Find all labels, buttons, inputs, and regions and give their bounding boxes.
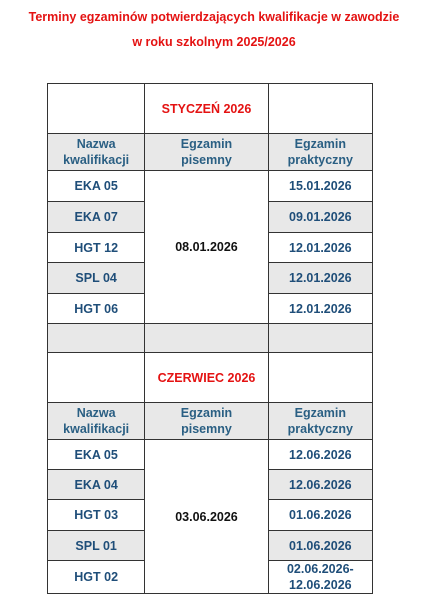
empty-cell bbox=[268, 324, 372, 353]
qualification-cell: SPL 04 bbox=[48, 263, 145, 294]
header-row bbox=[48, 134, 373, 171]
page-subtitle: w roku szkolnym 2025/2026 bbox=[132, 35, 296, 49]
qualification-cell: EKA 05 bbox=[48, 440, 145, 470]
practical-date-cell: 01.06.2026 bbox=[268, 500, 372, 531]
page-title: Terminy egzaminów potwierdzających kwalifikacje w zawodzie bbox=[28, 10, 400, 24]
col-header-written: Egzamin pisemny bbox=[145, 403, 268, 440]
month-label: STYCZEŃ 2026 bbox=[145, 84, 268, 134]
qualification-cell: HGT 06 bbox=[48, 294, 145, 324]
qualification-cell: HGT 03 bbox=[48, 500, 145, 531]
qualification-cell: HGT 12 bbox=[48, 233, 145, 263]
qualification-cell: SPL 01 bbox=[48, 531, 145, 561]
qualification-cell: EKA 04 bbox=[48, 470, 145, 500]
practical-date-cell: 12.06.2026 bbox=[268, 440, 372, 470]
empty-cell bbox=[48, 353, 145, 403]
practical-date-cell: 12.06.2026 bbox=[268, 470, 372, 500]
col-header-qualification: Nazwa kwalifikacji bbox=[48, 134, 145, 171]
col-header-practical: Egzamin praktyczny bbox=[268, 403, 372, 440]
spacer-row bbox=[48, 324, 373, 353]
col-header-qualification: Nazwa kwalifikacji bbox=[48, 403, 145, 440]
written-date-cell: 08.01.2026 bbox=[145, 171, 268, 324]
empty-cell bbox=[268, 84, 372, 134]
practical-date-cell: 01.06.2026 bbox=[268, 531, 372, 561]
qualification-cell: HGT 02 bbox=[48, 561, 145, 594]
practical-date-cell: 12.01.2026 bbox=[268, 294, 372, 324]
practical-date-cell: 12.01.2026 bbox=[268, 263, 372, 294]
practical-date-cell: 09.01.2026 bbox=[268, 202, 372, 233]
exam-schedule-table bbox=[47, 83, 373, 594]
qualification-cell: EKA 05 bbox=[48, 171, 145, 202]
month-row bbox=[48, 84, 373, 134]
written-date-cell: 03.06.2026 bbox=[145, 440, 268, 594]
empty-cell bbox=[48, 324, 145, 353]
practical-date-cell: 02.06.2026- 12.06.2026 bbox=[268, 561, 372, 594]
empty-cell bbox=[145, 324, 268, 353]
header-row bbox=[48, 403, 373, 440]
table-row bbox=[48, 440, 373, 470]
col-header-practical: Egzamin praktyczny bbox=[268, 134, 372, 171]
empty-cell bbox=[48, 84, 145, 134]
month-row bbox=[48, 353, 373, 403]
practical-date-cell: 15.01.2026 bbox=[268, 171, 372, 202]
col-header-written: Egzamin pisemny bbox=[145, 134, 268, 171]
qualification-cell: EKA 07 bbox=[48, 202, 145, 233]
empty-cell bbox=[268, 353, 372, 403]
table-row bbox=[48, 171, 373, 202]
month-label: CZERWIEC 2026 bbox=[145, 353, 268, 403]
practical-date-cell: 12.01.2026 bbox=[268, 233, 372, 263]
